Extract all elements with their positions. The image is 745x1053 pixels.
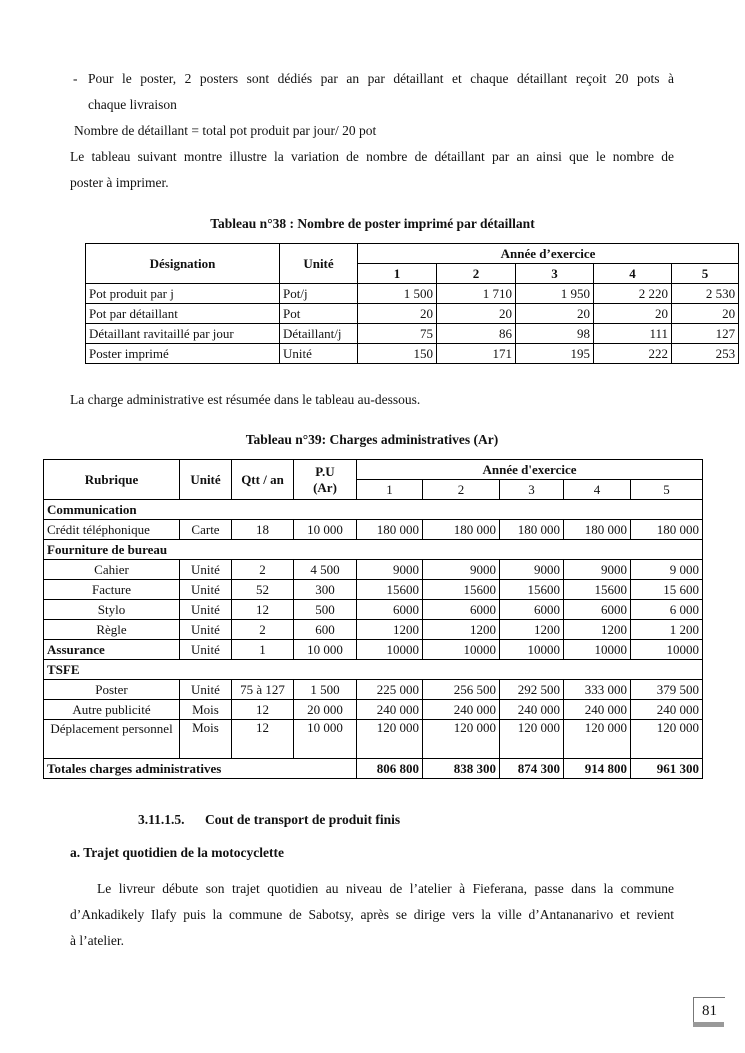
subheading: a. Trajet quotidien de la motocyclette: [70, 845, 284, 860]
row-value: 10000: [423, 640, 500, 660]
row-value: 379 500: [631, 680, 703, 700]
header-year-3: 3: [516, 264, 594, 284]
page-number-bar: [693, 1022, 724, 1027]
row-value: 222: [594, 344, 672, 364]
paragraph-line1: Le tableau suivant montre illustre la variation de nombre de détaillant par an ainsi que le nombre de: [70, 149, 674, 164]
row-value: 180 000: [500, 520, 564, 540]
header-pu: [294, 460, 357, 500]
section-row: [44, 540, 703, 560]
table-row: [44, 560, 703, 580]
row-qtt: 75 à 127: [232, 680, 294, 700]
row-qtt: 12: [232, 600, 294, 620]
paragraph-line2: poster à imprimer.: [70, 175, 169, 190]
row-qtt: 12: [232, 700, 294, 720]
row-value: 20: [672, 304, 739, 324]
row-label: Pot par détaillant: [86, 304, 280, 324]
section-row: [44, 660, 703, 680]
row-value: 1200: [423, 620, 500, 640]
row-value: 240 000: [564, 700, 631, 720]
row-value: 15600: [423, 580, 500, 600]
row-value: 225 000: [357, 680, 423, 700]
table-row: [44, 720, 703, 759]
row-value: 9000: [500, 560, 564, 580]
table-row: [86, 304, 739, 324]
total-value: 961 300: [631, 759, 703, 779]
row-value: 6000: [423, 600, 500, 620]
row-value: 1 950: [516, 284, 594, 304]
row-value: 180 000: [423, 520, 500, 540]
row-label: Autre publicité: [44, 700, 180, 720]
row-value: 86: [437, 324, 516, 344]
row-label: Facture: [44, 580, 180, 600]
row-pu: 300: [294, 580, 357, 600]
row-label: Déplacement personnel: [44, 720, 180, 759]
row-value: 150: [358, 344, 437, 364]
row-value: 180 000: [631, 520, 703, 540]
row-value: 10000: [564, 640, 631, 660]
row-value: 20: [358, 304, 437, 324]
row-value: 256 500: [423, 680, 500, 700]
row-pu: 600: [294, 620, 357, 640]
row-value: 9000: [564, 560, 631, 580]
row-value: 333 000: [564, 680, 631, 700]
row-value: 120 000: [564, 720, 631, 759]
table-row: [44, 580, 703, 600]
total-value: 914 800: [564, 759, 631, 779]
bullet-text-line2: chaque livraison: [88, 97, 177, 112]
page-number: 81: [693, 997, 725, 1022]
row-value: 240 000: [357, 700, 423, 720]
row-label: Règle: [44, 620, 180, 640]
row-label: Cahier: [44, 560, 180, 580]
bullet-text-line1: Pour le poster, 2 posters sont dédiés par an par détaillant et chaque détaillant reçoit 20 pots à: [88, 71, 674, 86]
row-unit: Unité: [180, 560, 232, 580]
row-pu: 4 500: [294, 560, 357, 580]
table-row: [86, 324, 739, 344]
header-designation: Désignation: [86, 244, 280, 284]
table-row: [86, 284, 739, 304]
row-unit: Unité: [180, 680, 232, 700]
header-annee: Année d’exercice: [358, 244, 739, 264]
row-value: 6 000: [631, 600, 703, 620]
row-value: 15600: [357, 580, 423, 600]
table-row: [44, 600, 703, 620]
table-row: [44, 640, 703, 660]
total-value: 874 300: [500, 759, 564, 779]
section-title: Cout de transport de produit finis: [205, 812, 401, 827]
table-row: [44, 520, 703, 540]
row-value: 1 200: [631, 620, 703, 640]
row-value: 1200: [357, 620, 423, 640]
row-value: 195: [516, 344, 594, 364]
row-value: 171: [437, 344, 516, 364]
row-unit: Détaillant/j: [280, 324, 358, 344]
paragraph2-line3: à l’atelier.: [70, 933, 124, 948]
row-value: 20: [516, 304, 594, 324]
section-number: 3.11.1.5.: [138, 812, 185, 827]
between-text: La charge administrative est résumée dans le tableau au-dessous.: [70, 392, 421, 407]
row-value: 180 000: [357, 520, 423, 540]
section-label: TSFE: [44, 660, 703, 680]
row-value: 75: [358, 324, 437, 344]
row-unit: Unité: [280, 344, 358, 364]
header-rubrique: Rubrique: [44, 460, 180, 500]
row-pu: 500: [294, 600, 357, 620]
row-value: 20: [437, 304, 516, 324]
row-unit: Unité: [180, 580, 232, 600]
header-year-2: 2: [423, 480, 500, 500]
header-unite: Unité: [280, 244, 358, 284]
section-label: Fourniture de bureau: [44, 540, 703, 560]
table-row: [44, 620, 703, 640]
row-pu: 1 500: [294, 680, 357, 700]
row-value: 120 000: [500, 720, 564, 759]
header-year-4: 4: [564, 480, 631, 500]
row-value: 292 500: [500, 680, 564, 700]
row-value: 10000: [631, 640, 703, 660]
row-value: 240 000: [631, 700, 703, 720]
row-pu: 10 000: [294, 720, 357, 759]
row-value: 6000: [500, 600, 564, 620]
row-value: 1 710: [437, 284, 516, 304]
row-label: Stylo: [44, 600, 180, 620]
row-value: 9 000: [631, 560, 703, 580]
row-value: 6000: [357, 600, 423, 620]
row-pu: 10 000: [294, 640, 357, 660]
total-label: Totales charges administratives: [44, 759, 357, 779]
row-value: 253: [672, 344, 739, 364]
row-qtt: 12: [232, 720, 294, 759]
row-label: Crédit téléphonique: [44, 520, 180, 540]
section-row: [44, 500, 703, 520]
row-value: 1200: [500, 620, 564, 640]
row-qtt: 2: [232, 560, 294, 580]
row-qtt: 2: [232, 620, 294, 640]
row-label: Pot produit par j: [86, 284, 280, 304]
row-value: 180 000: [564, 520, 631, 540]
row-unit: Unité: [180, 640, 232, 660]
row-value: 1200: [564, 620, 631, 640]
row-value: 15 600: [631, 580, 703, 600]
row-value: 2 220: [594, 284, 672, 304]
total-row: [44, 759, 703, 779]
header-qtt: Qtt / an: [232, 460, 294, 500]
row-qtt: 18: [232, 520, 294, 540]
header-year-2: 2: [437, 264, 516, 284]
table39-caption: Tableau n°39: Charges administratives (Ar): [245, 432, 499, 447]
row-pu: 10 000: [294, 520, 357, 540]
table-row: [44, 680, 703, 700]
row-value: 15600: [564, 580, 631, 600]
row-unit: Carte: [180, 520, 232, 540]
total-value: 838 300: [423, 759, 500, 779]
table38-caption: Tableau n°38 : Nombre de poster imprimé par détaillant: [210, 216, 535, 231]
row-unit: Mois: [180, 700, 232, 720]
row-value: 1 500: [358, 284, 437, 304]
row-value: 240 000: [500, 700, 564, 720]
row-value: 120 000: [423, 720, 500, 759]
row-value: 6000: [564, 600, 631, 620]
total-value: 806 800: [357, 759, 423, 779]
formula-text: Nombre de détaillant = total pot produit par jour/ 20 pot: [74, 123, 377, 138]
row-pu: 20 000: [294, 700, 357, 720]
header-year-5: 5: [631, 480, 703, 500]
row-unit: Unité: [180, 600, 232, 620]
table-row: [86, 344, 739, 364]
row-label: Poster imprimé: [86, 344, 280, 364]
table39: [43, 459, 703, 779]
row-unit: Pot: [280, 304, 358, 324]
row-label: Poster: [44, 680, 180, 700]
header-annee: Année d'exercice: [357, 460, 703, 480]
row-unit: Pot/j: [280, 284, 358, 304]
row-value: 9000: [423, 560, 500, 580]
row-unit: Mois: [180, 720, 232, 759]
paragraph2-line2: d’Ankadikely Ilafy puis la commune de Sabotsy, après se dirige vers la ville d’Antananarivo et revient: [70, 907, 674, 922]
row-value: 2 530: [672, 284, 739, 304]
row-label: Détaillant ravitaillé par jour: [86, 324, 280, 344]
row-unit: Unité: [180, 620, 232, 640]
header-pu-line1: P.U: [315, 463, 335, 479]
row-qtt: 52: [232, 580, 294, 600]
header-year-3: 3: [500, 480, 564, 500]
row-value: 10000: [500, 640, 564, 660]
row-value: 20: [594, 304, 672, 324]
bullet-dash: -: [73, 71, 78, 86]
row-value: 111: [594, 324, 672, 344]
table38: [85, 243, 739, 364]
row-value: 15600: [500, 580, 564, 600]
row-value: 10000: [357, 640, 423, 660]
header-year-1: 1: [358, 264, 437, 284]
row-label: Assurance: [44, 640, 180, 660]
header-unite: Unité: [180, 460, 232, 500]
section-label: Communication: [44, 500, 703, 520]
row-value: 120 000: [631, 720, 703, 759]
header-pu-line2: (Ar): [313, 479, 337, 495]
table-row: [44, 700, 703, 720]
row-value: 127: [672, 324, 739, 344]
paragraph2-line1: Le livreur débute son trajet quotidien au niveau de l’atelier à Fieferana, passe dans la commune: [97, 881, 674, 896]
row-value: 9000: [357, 560, 423, 580]
row-value: 98: [516, 324, 594, 344]
header-year-5: 5: [672, 264, 739, 284]
header-year-1: 1: [357, 480, 423, 500]
row-value: 120 000: [357, 720, 423, 759]
row-qtt: 1: [232, 640, 294, 660]
row-value: 240 000: [423, 700, 500, 720]
header-year-4: 4: [594, 264, 672, 284]
